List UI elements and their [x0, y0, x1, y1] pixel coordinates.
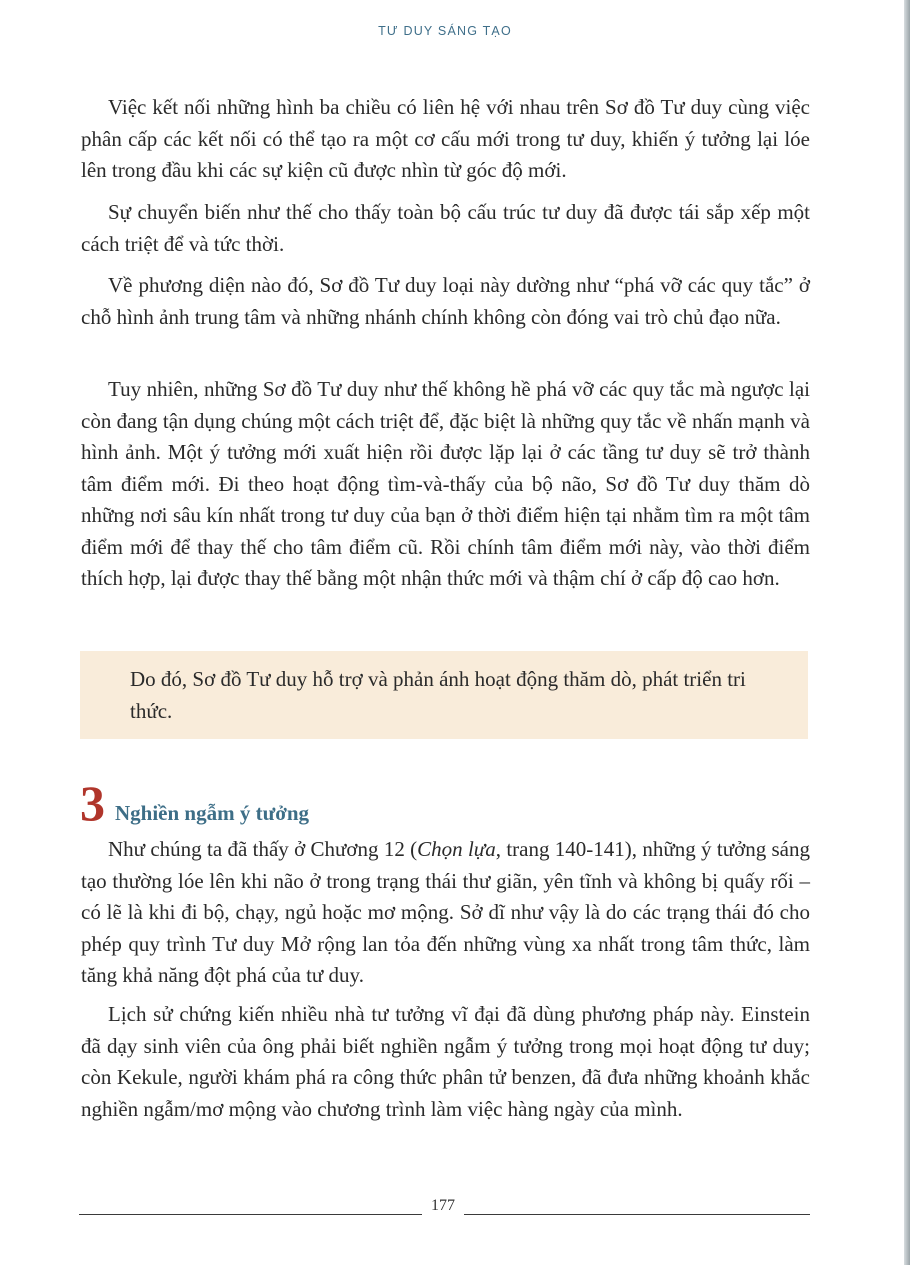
highlight-callout	[80, 651, 808, 739]
section-heading	[80, 775, 310, 831]
page-number: 177	[431, 1197, 455, 1214]
section-title: Nghiền ngẫm ý tưởng	[115, 801, 310, 825]
section-number: 3	[80, 775, 105, 831]
paragraph-3: Về phương diện nào đó, Sơ đồ Tư duy loại này dường như “phá vỡ các quy tắc” ở chỗ hình ảnh trung tâm và những nhánh chính không còn đóng vai trò chủ đạo nữa.	[81, 273, 810, 329]
page-footer	[79, 1197, 810, 1221]
section-paragraph-1-end: , trang 140-141), những ý tưởng sáng tạo thường lóe lên khi não ở trong trạng thái thư giãn, yên tĩnh và không bị quấy rối – có lẽ là khi đi bộ, chạy, ngủ hoặc mơ mộng. Sở dĩ như vậy là do các trạng thái đó cho phép quy trình Tư duy Mở rộng lan tỏa đến những vùng xa nhất trong tâm thức, làm tăng khả năng đột phá của tư duy.	[81, 837, 811, 987]
footer-rule-right	[464, 1214, 810, 1215]
section-paragraph-1	[81, 834, 810, 992]
page-edge	[904, 0, 910, 1265]
paragraph-2: Sự chuyển biến như thế cho thấy toàn bộ cấu trúc tư duy đã được tái sắp xếp một cách triệt để và tức thời.	[81, 200, 810, 256]
paragraph-4: Tuy nhiên, những Sơ đồ Tư duy như thế không hề phá vỡ các quy tắc mà ngược lại còn đang tận dụng chúng một cách triệt để, đặc biệt là những quy tắc về nhấn mạnh và hình ảnh. Một ý tưởng mới xuất hiện rồi được lặp lại ở các tầng tư duy sẽ trở thành tâm điểm mới. Đi theo hoạt động tìm-và-thấy của bộ não, Sơ đồ Tư duy thăm dò những nơi sâu kín nhất trong tư duy của bạn ở thời điểm hiện tại nhằm tìm ra một tâm điểm mới để thay thế cho tâm điểm cũ. Rồi chính tâm điểm mới này, vào thời điểm thích hợp, lại được thay thế bằng một nhận thức mới và thậm chí ở cấp độ cao hơn.	[81, 377, 810, 590]
section-paragraph-1-start: Như chúng ta đã thấy ở Chương 12 (	[108, 837, 418, 861]
callout-text: Do đó, Sơ đồ Tư duy hỗ trợ và phản ánh hoạt động thăm dò, phát triển tri thức.	[130, 667, 746, 723]
paragraph-1: Việc kết nối những hình ba chiều có liên hệ với nhau trên Sơ đồ Tư duy cùng việc phân cấp các kết nối có thể tạo ra một cơ cấu mới trong tư duy, khiến ý tưởng lại lóe lên trong đầu khi các sự kiện cũ được nhìn từ góc độ mới.	[81, 95, 810, 182]
section-paragraph-2: Lịch sử chứng kiến nhiều nhà tư tưởng vĩ đại đã dùng phương pháp này. Einstein đã dạy sinh viên của ông phải biết nghiền ngẫm ý tưởng trong mọi hoạt động tư duy; còn Kekule, người khám phá ra công thức phân tử benzen, đã đưa những khoảnh khắc nghiền ngẫm/mơ mộng vào chương trình làm việc hàng ngày của mình.	[81, 1002, 810, 1121]
chapter-reference: Chọn lựa	[417, 837, 496, 861]
footer-rule-left	[79, 1214, 422, 1215]
running-header: TƯ DUY SÁNG TẠO	[378, 24, 512, 38]
